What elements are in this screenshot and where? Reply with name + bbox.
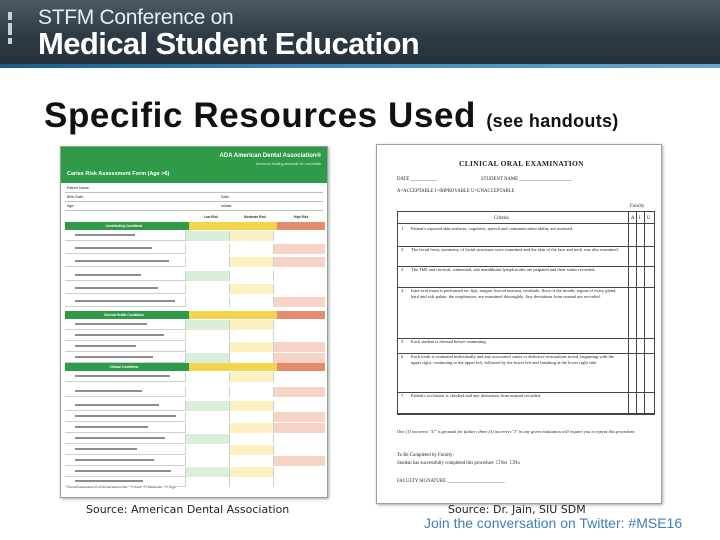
banner-accent-rule	[0, 64, 720, 68]
coe-grading-note: One (1) incorrect "U" is grounds for failure; three (3) incorrect "I" in any given evaluation will require you to repeat this procedure.	[397, 429, 636, 434]
coe-header-criteria: Criteria	[494, 216, 509, 221]
ada-form-row	[65, 456, 325, 466]
coe-criteria-item	[401, 354, 627, 391]
ada-form-row	[65, 412, 325, 422]
ada-form-row	[65, 331, 325, 341]
ada-form-row	[65, 353, 325, 363]
coe-item-text: Each student is dressed before examining.	[411, 339, 487, 345]
coe-signature-line: FACULTY SIGNATURE ________________________	[397, 479, 505, 484]
ada-form-row	[65, 231, 325, 241]
ada-caries-risk-form	[60, 146, 328, 498]
coe-item-text: Intra-oral exam is performed on: lips, tongue, buccal mucosa, vestibule, floor of the mouth, region of every gland, hard and soft palate, the oropharynx; are examined thoroughly. Any deviations from normal are recorded.	[411, 287, 617, 299]
coe-title: CLINICAL ORAL EXAMINATION	[459, 159, 584, 168]
coe-item-number: 7	[401, 393, 404, 398]
coe-criteria-table	[397, 204, 655, 415]
slide-title-main: Specific Resources Used	[44, 96, 477, 135]
ada-form-row	[65, 257, 325, 267]
ada-organization: ADA American Dental Association®	[219, 153, 321, 159]
coe-criteria-item	[401, 267, 627, 286]
ada-field-age: Age:	[67, 204, 75, 208]
ada-form-row	[65, 271, 325, 281]
coe-criteria-item	[401, 226, 627, 245]
coe-ratings-key: A=ACCEPTABLE I=IMPROVABLE U=UNACCEPTABLE	[397, 189, 515, 194]
coe-completion-line: To Be Completed by Faculty:	[397, 453, 454, 458]
coe-student-field: STUDENT NAME ______________________	[481, 177, 573, 182]
coe-item-number: 3	[401, 267, 404, 273]
ada-form-row	[65, 342, 325, 352]
coe-item-number: 4	[401, 287, 404, 293]
twitter-footer: Join the conversation on Twitter: #MSE16	[424, 515, 683, 531]
ada-overall-assessment: Overall assessment of dental caries risk: ☐ Low ☐ Moderate ☐ High	[67, 485, 176, 489]
stfm-logo-icon	[8, 12, 30, 52]
caption-ada-source: Source: American Dental Association	[86, 503, 290, 516]
ada-col-high: High Risk	[293, 215, 309, 219]
clinical-oral-exam-form	[376, 144, 662, 504]
ada-form-row	[65, 445, 325, 455]
slide-title	[44, 96, 619, 136]
coe-criteria-item	[401, 247, 627, 266]
coe-criteria-item	[401, 288, 627, 338]
ada-form-row	[65, 467, 325, 477]
ada-form-row	[65, 434, 325, 444]
coe-header-i: I	[639, 216, 641, 221]
coe-item-text: Patient's exposed skin surfaces, cognitive, speech and communication ability are assessed.	[411, 226, 574, 231]
ada-form-row	[65, 244, 325, 254]
ada-field-initials: Initials:	[221, 204, 233, 208]
coe-item-text: Patient's occlusion is checked and any deviations from normal recorded.	[411, 393, 542, 398]
ada-form-header	[61, 147, 327, 183]
conference-banner	[0, 0, 720, 64]
slide-title-subtitle: (see handouts)	[486, 111, 619, 131]
ada-form-row	[65, 477, 325, 487]
coe-header-faculty: Faculty	[630, 204, 645, 209]
ada-form-row	[65, 320, 325, 330]
ada-form-row	[65, 423, 325, 433]
coe-header-u: U	[647, 216, 651, 221]
ada-risk-column-header	[65, 213, 323, 221]
ada-col-moderate: Moderate Risk	[244, 215, 266, 219]
coe-completion-question: Student has successfully completed this procedure ☐Yes ☐No	[397, 461, 520, 466]
ada-field-patient-name: Patient Name:	[67, 186, 90, 190]
banner-line-1: STFM Conference on	[38, 6, 234, 29]
ada-section-general-health: General Health Conditions	[65, 311, 323, 319]
coe-item-number: 6	[401, 353, 404, 359]
coe-item-number: 1	[401, 226, 404, 231]
ada-section-contributing: Contributing Conditions	[65, 222, 323, 230]
coe-item-text: The facial form, symmetry of facial structures were examined and the skin of the face and neck was also examined.	[411, 246, 619, 252]
ada-field-birth-date: Birth Date:	[67, 195, 84, 199]
coe-criteria-item	[401, 339, 627, 351]
ada-form-row	[65, 401, 325, 411]
ada-form-row	[65, 387, 325, 397]
coe-date-field: DATE ___________	[397, 177, 437, 182]
ada-tagline: America's leading advocate for oral health	[255, 162, 321, 166]
coe-item-number: 2	[401, 246, 404, 252]
caption-jain-source: Source: Dr. Jain, SIU SDM	[448, 503, 586, 516]
ada-form-row	[65, 297, 325, 307]
ada-field-date: Date:	[221, 195, 230, 199]
ada-form-title: Caries Risk Assessment Form (Age >6)	[67, 171, 170, 177]
ada-form-row	[65, 284, 325, 294]
coe-header-a: A	[631, 216, 635, 221]
coe-criteria-item	[401, 393, 627, 412]
coe-item-number: 5	[401, 339, 404, 345]
coe-item-text: The TMJ and cervical, submental, sub mandibular lymph nodes are palpated and their status recorded.	[411, 267, 595, 273]
banner-line-2: Medical Student Education	[38, 26, 420, 61]
ada-section-clinical: Clinical Conditions	[65, 363, 323, 371]
ada-form-row	[65, 372, 325, 382]
coe-item-text: Each tooth is evaluated individually and any associated caries or defective restorations noted, beginning with the upper right, continuing to the upper left, followed by the lower left and finishing at the lower right side.	[411, 353, 614, 365]
ada-col-low: Low Risk	[204, 215, 218, 219]
